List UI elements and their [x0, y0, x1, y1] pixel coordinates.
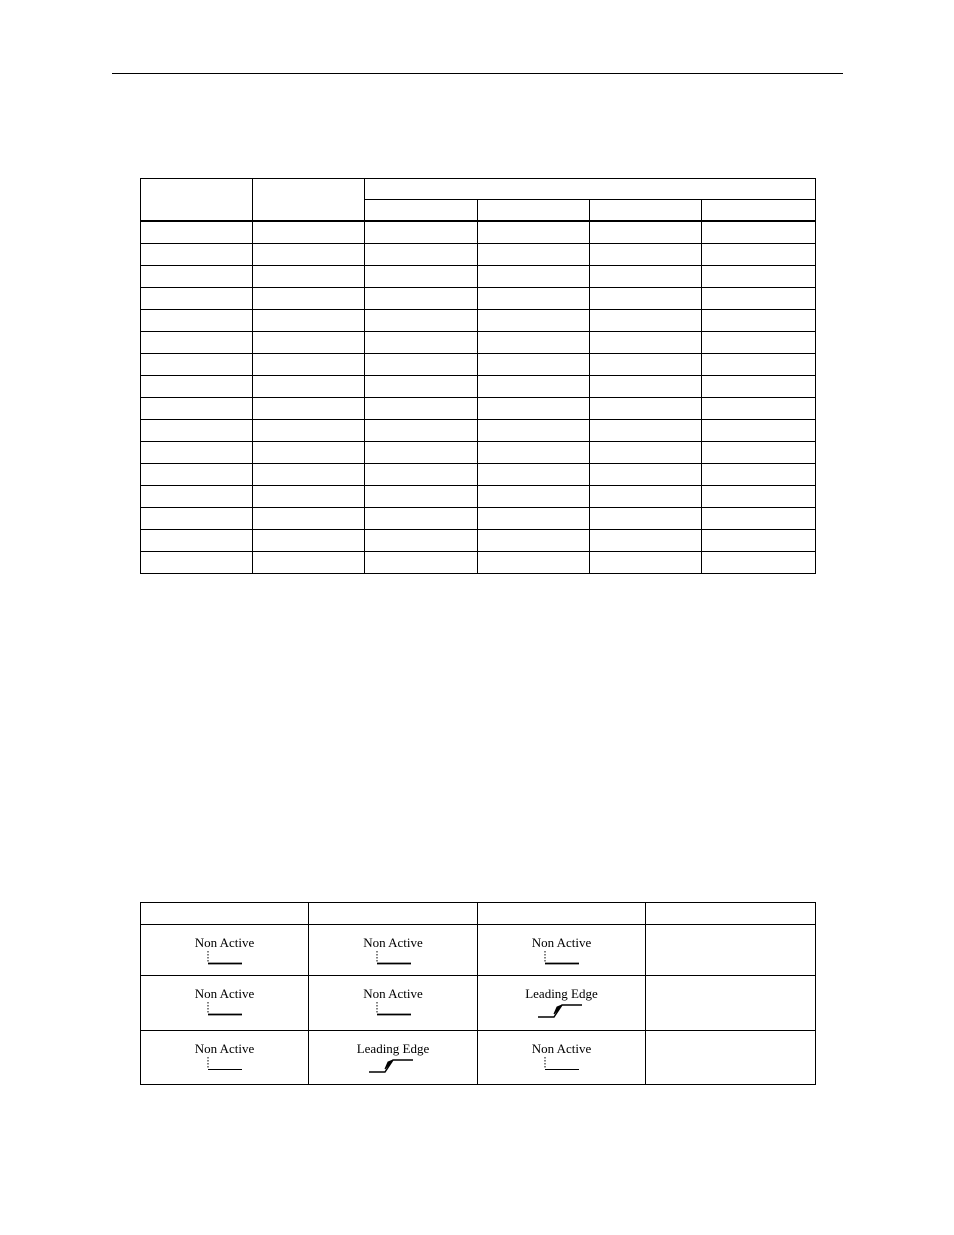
blank-data-table — [140, 178, 816, 574]
table2-cell — [646, 925, 816, 976]
non-active-waveform-icon — [541, 1056, 581, 1072]
table1-cell — [253, 508, 365, 530]
signal-state-label: Non Active — [194, 986, 255, 1001]
table2-cell — [309, 1031, 478, 1085]
table1-cell — [141, 354, 253, 376]
table1-row — [141, 288, 816, 310]
table1-cell — [365, 486, 478, 508]
table1-subheader-cell-3 — [590, 200, 702, 222]
table1-cell — [253, 310, 365, 332]
table1-cell — [702, 288, 816, 310]
table1-row — [141, 464, 816, 486]
table1-cell — [702, 244, 816, 266]
table1-cell — [141, 442, 253, 464]
table1-cell — [253, 244, 365, 266]
table1-cell — [365, 398, 478, 420]
table1-row — [141, 420, 816, 442]
signal-state-label: Non Active — [194, 1041, 255, 1056]
signal-state — [532, 925, 592, 966]
table2-cell — [478, 925, 646, 976]
table1-subheader-cell-2 — [478, 200, 590, 222]
signal-state-label: Leading Edge — [356, 1041, 430, 1056]
table1-header-row-1 — [141, 179, 816, 200]
table1-row — [141, 332, 816, 354]
table1-header-group-cell — [365, 179, 816, 200]
signal-state — [195, 976, 255, 1017]
table1-cell — [253, 354, 365, 376]
table1-cell — [365, 244, 478, 266]
table1-cell — [141, 530, 253, 552]
table2-cell — [646, 976, 816, 1031]
table1-cell — [478, 508, 590, 530]
table1-cell — [702, 486, 816, 508]
signal-state-label: Non Active — [363, 935, 423, 950]
table1-cell — [702, 530, 816, 552]
table1-row — [141, 486, 816, 508]
table2-cell — [141, 1031, 309, 1085]
signal-state — [525, 976, 598, 1019]
table1-cell — [590, 420, 702, 442]
signal-state — [532, 1031, 592, 1072]
table1-cell — [702, 420, 816, 442]
table1-row — [141, 398, 816, 420]
non-active-waveform-icon — [204, 1056, 244, 1072]
signal-state-label: Leading Edge — [525, 986, 598, 1001]
signal-state-label: Non Active — [531, 1041, 592, 1056]
signal-state-label: Non Active — [194, 935, 255, 950]
table1-cell — [253, 486, 365, 508]
table1-cell — [478, 552, 590, 574]
table1-cell — [253, 552, 365, 574]
table2-header-cell-4 — [646, 903, 816, 925]
signal-state — [363, 976, 423, 1017]
table1-header-cell-1 — [141, 179, 253, 222]
table1-cell — [590, 376, 702, 398]
table1-cell — [702, 310, 816, 332]
table1-row — [141, 376, 816, 398]
table1-header-cell-2 — [253, 179, 365, 222]
signal-state-table — [140, 902, 816, 1085]
table1-cell — [590, 288, 702, 310]
table1-cell — [478, 288, 590, 310]
table2-row — [141, 1031, 816, 1085]
table1-cell — [478, 464, 590, 486]
table1-cell — [590, 244, 702, 266]
signal-state — [357, 1031, 430, 1074]
table1-cell — [478, 398, 590, 420]
table1-cell — [141, 552, 253, 574]
non-active-waveform-icon — [204, 1001, 244, 1017]
table1-cell — [253, 288, 365, 310]
table1-cell — [253, 376, 365, 398]
table1-cell — [141, 221, 253, 244]
table1-cell — [702, 376, 816, 398]
table1-row — [141, 552, 816, 574]
table1-cell — [365, 376, 478, 398]
table1-cell — [141, 244, 253, 266]
table1-cell — [253, 398, 365, 420]
header-rule — [112, 73, 843, 74]
table1-cell — [365, 420, 478, 442]
table1-cell — [141, 508, 253, 530]
table1-cell — [478, 354, 590, 376]
signal-state — [195, 1031, 255, 1072]
table2-cell — [646, 1031, 816, 1085]
table1-cell — [702, 442, 816, 464]
table1-cell — [590, 442, 702, 464]
table1-cell — [365, 310, 478, 332]
table1-cell — [253, 332, 365, 354]
leading-edge-waveform-icon — [532, 1001, 592, 1019]
table1-cell — [478, 486, 590, 508]
table1-cell — [702, 221, 816, 244]
table1-row — [141, 221, 816, 244]
non-active-waveform-icon — [373, 1001, 413, 1017]
table2-header-cell-3 — [478, 903, 646, 925]
table1-cell — [365, 508, 478, 530]
table1-subheader-cell-1 — [365, 200, 478, 222]
table1-cell — [141, 310, 253, 332]
table1-cell — [365, 442, 478, 464]
table1-cell — [702, 266, 816, 288]
table1-cell — [590, 266, 702, 288]
table1-cell — [590, 552, 702, 574]
table1-row — [141, 442, 816, 464]
table1-cell — [141, 486, 253, 508]
table1-row — [141, 508, 816, 530]
table1-cell — [141, 266, 253, 288]
table1-cell — [365, 530, 478, 552]
table2-header-cell-2 — [309, 903, 478, 925]
signal-state — [195, 925, 255, 966]
table1-cell — [590, 486, 702, 508]
table2-cell — [309, 925, 478, 976]
table1-cell — [478, 244, 590, 266]
table1-cell — [365, 354, 478, 376]
table1-cell — [478, 332, 590, 354]
table2-header-cell-1 — [141, 903, 309, 925]
table1-cell — [478, 442, 590, 464]
table1-row — [141, 530, 816, 552]
table2-row — [141, 925, 816, 976]
table1-row — [141, 354, 816, 376]
table2-cell — [309, 976, 478, 1031]
table2-row — [141, 976, 816, 1031]
table1-cell — [702, 464, 816, 486]
leading-edge-waveform-icon — [363, 1056, 423, 1074]
table1-cell — [478, 266, 590, 288]
table2-cell — [478, 976, 646, 1031]
table2-cell — [141, 925, 309, 976]
table2-cell — [141, 976, 309, 1031]
table1-cell — [253, 442, 365, 464]
table1-cell — [141, 398, 253, 420]
table1-cell — [702, 508, 816, 530]
table1-cell — [478, 310, 590, 332]
table1-cell — [590, 508, 702, 530]
table1-cell — [702, 354, 816, 376]
table1-row — [141, 244, 816, 266]
table1-cell — [590, 354, 702, 376]
table1-cell — [365, 464, 478, 486]
table1-cell — [365, 552, 478, 574]
table1-cell — [253, 530, 365, 552]
non-active-waveform-icon — [204, 950, 244, 966]
table1-cell — [702, 332, 816, 354]
table1-subheader-cell-4 — [702, 200, 816, 222]
table1-cell — [253, 221, 365, 244]
table1-cell — [253, 420, 365, 442]
table1-cell — [478, 376, 590, 398]
table1-cell — [365, 288, 478, 310]
table1-cell — [702, 398, 816, 420]
table1-cell — [141, 420, 253, 442]
table2-header-row — [141, 903, 816, 925]
table1-cell — [478, 420, 590, 442]
table1-cell — [478, 221, 590, 244]
table2-cell — [478, 1031, 646, 1085]
table1-cell — [590, 464, 702, 486]
table1-cell — [253, 464, 365, 486]
table1-cell — [590, 530, 702, 552]
signal-state-label: Non Active — [531, 935, 592, 950]
signal-state-label: Non Active — [363, 986, 423, 1001]
table1-cell — [365, 332, 478, 354]
table1-row — [141, 266, 816, 288]
signal-state — [363, 925, 423, 966]
table1-cell — [365, 221, 478, 244]
table1-cell — [478, 530, 590, 552]
non-active-waveform-icon — [541, 950, 581, 966]
non-active-waveform-icon — [373, 950, 413, 966]
table1-cell — [141, 332, 253, 354]
table1-cell — [253, 266, 365, 288]
table1-cell — [365, 266, 478, 288]
table1-row — [141, 310, 816, 332]
table1-cell — [141, 288, 253, 310]
table1-cell — [702, 552, 816, 574]
table1-cell — [590, 310, 702, 332]
table1-cell — [141, 376, 253, 398]
table1-cell — [590, 221, 702, 244]
table1-cell — [141, 464, 253, 486]
table1-cell — [590, 398, 702, 420]
table1-cell — [590, 332, 702, 354]
